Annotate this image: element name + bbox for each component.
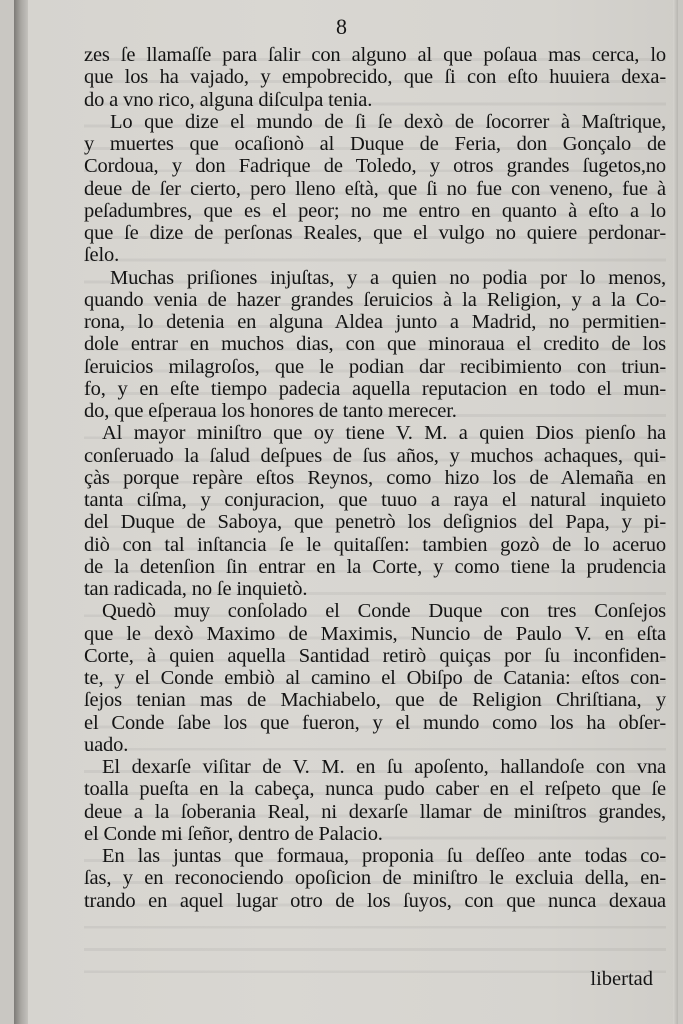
text-line: fo, y en eſte tiempo padecia aquella reputacion en todo el mun- bbox=[84, 377, 666, 400]
text-line: tanta ciſma, y conjuracion, que tuuo a raya el natural inquieto bbox=[84, 489, 666, 511]
text-line: trando en aquel lugar otro de los ſuyos, con que nunca dexaua bbox=[84, 889, 666, 912]
text-line: zes ſe llamaſſe para ſalir con alguno al que poſaua mas cerca, lo bbox=[84, 44, 666, 66]
text-line: deue de ſer cierto, pero lleno eſtà, que ſi no fue con veneno, fue à bbox=[84, 177, 666, 200]
text-line: ſas, y en reconociendo opoſicion de miniſtro le excluia della, en- bbox=[84, 867, 666, 890]
text-line: ſejos tenian mas de Machiabelo, que de Religion Chriſtiana, y bbox=[84, 689, 666, 712]
page-edge bbox=[673, 0, 678, 1024]
paragraph-start-line: Al mayor miniſtro que oy tiene V. M. a quien Dios pienſo ha bbox=[102, 422, 666, 445]
text-line: do a vno rico, alguna diſculpa tenia. bbox=[84, 88, 373, 111]
paragraph-start-line: Muchas priſiones injuſtas, y a quien no podia por lo menos, bbox=[110, 266, 666, 289]
text-line: conſeruado la ſalud deſpues de ſus años, y muchos achaques, qui- bbox=[84, 444, 666, 467]
text-line: deue a la ſoberania Real, ni dexarſe llamar de miniſtros grandes, bbox=[84, 800, 666, 823]
text-line: uado. bbox=[84, 733, 129, 756]
text-line: te, y el Conde embiò al camino el Obiſpo de Catania: eſtos con- bbox=[84, 667, 666, 689]
text-line: que le dexò Maximo de Maximis, Nuncio de Paulo V. en eſta bbox=[84, 622, 666, 645]
text-line: peſadumbres, que es el peor; no me entro en quanto à eſto a lo bbox=[84, 199, 666, 222]
paragraph-start-line: El dexarſe viſitar de V. M. en ſu apoſento, hallandoſe con vna bbox=[102, 756, 666, 778]
text-line: Cordoua, y don Fadrique de Toledo, y otros grandes ſugetos,no bbox=[84, 155, 666, 178]
text-line: ſelo. bbox=[84, 244, 120, 267]
text-line: toalla pueſta en la cabeça, nunca pudo caber en el reſpeto que ſe bbox=[84, 778, 666, 801]
text-line: del Duque de Saboya, que penetrò los deſignios del Papa, y pi- bbox=[84, 511, 666, 534]
text-line: que ſe dize de perſonas Reales, que el vulgo no quiere perdonar- bbox=[84, 222, 666, 244]
text-line: dole entrar en muchos dias, con que minoraua el credito de los bbox=[84, 333, 666, 356]
text-line: Corte, à quien aquella Santidad retirò quiças por ſu inconfiden- bbox=[84, 644, 666, 667]
paragraph-start-line: En las juntas que formaua, proponia ſu deſſeo ante todas co- bbox=[102, 845, 666, 867]
text-line: el Conde mi ſeñor, dentro de Palacio. bbox=[84, 822, 383, 845]
text-line: rona, lo detenia en alguna Aldea junto a Madrid, no permitien- bbox=[84, 311, 666, 333]
paragraph-start-line: Lo que dize el mundo de ſi ſe dexò de ſocorrer à Maſtrique, bbox=[110, 110, 666, 133]
text-line: quando venia de hazer grandes ſeruicios à la Religion, y a la Co- bbox=[84, 288, 666, 311]
text-line: diò con tal inſtancia ſe le quitaſſen: tambien gozò de lo aceruo bbox=[84, 533, 666, 556]
page-number: 8 bbox=[336, 14, 347, 39]
text-line: ſeruicios milagroſos, que le podian dar recibimiento con triun- bbox=[84, 355, 666, 378]
book-spine-shadow bbox=[14, 0, 28, 1024]
text-line: el Conde ſabe los que fueron, y el mundo como los ha obſer- bbox=[84, 711, 666, 734]
catchword: libertad bbox=[590, 968, 653, 990]
text-line: que los ha vajado, y empobrecido, que ſi con eſto huuiera dexa- bbox=[84, 66, 666, 89]
body-text bbox=[84, 44, 666, 912]
text-line: tan radicada, no ſe inquietò. bbox=[84, 578, 308, 600]
text-line: çàs porque repàre eſtos Reynos, como hizo los de Alemaña en bbox=[84, 466, 666, 489]
text-line: do, que eſperaua los honores de tanto merecer. bbox=[84, 400, 457, 422]
paragraph-start-line: Quedò muy conſolado el Conde Duque con tres Conſejos bbox=[102, 600, 666, 623]
text-line: y muertes que ocaſionò al Duque de Feria, don Gonçalo de bbox=[84, 133, 666, 155]
text-line: de la detenſion ſin entrar en la Corte, y como tiene la prudencia bbox=[84, 555, 666, 578]
